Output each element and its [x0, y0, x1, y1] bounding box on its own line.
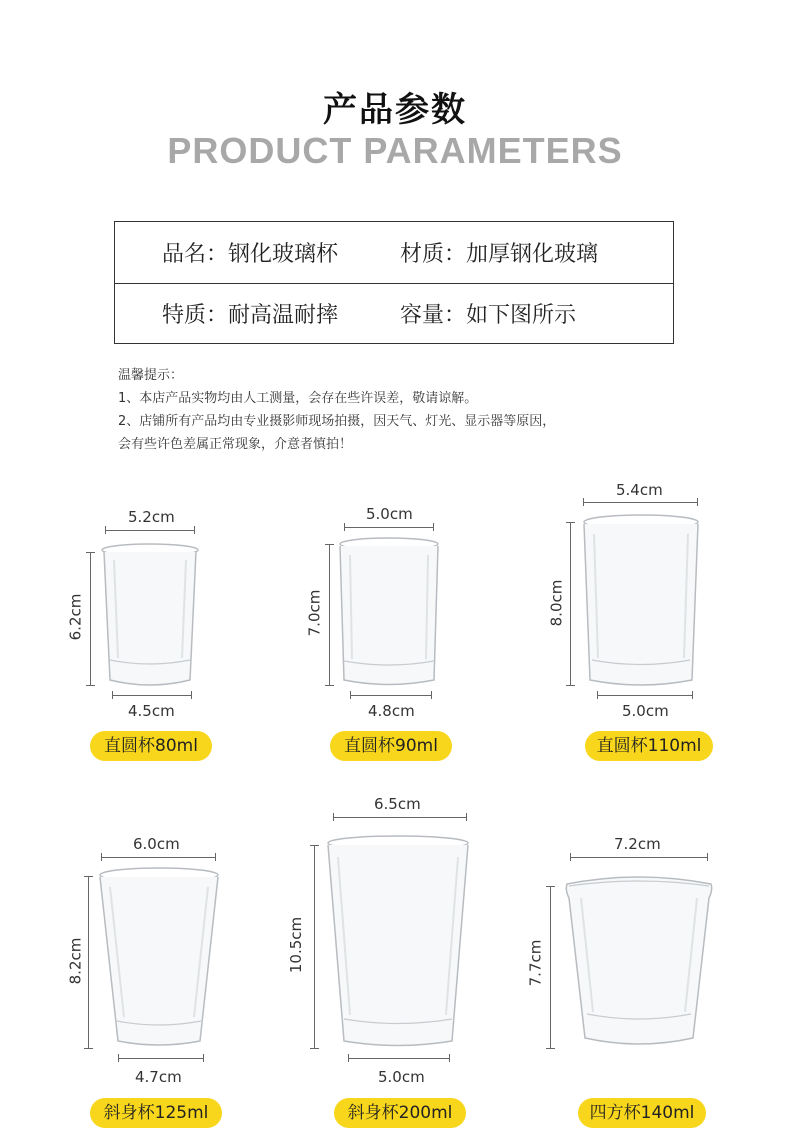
tick	[84, 1048, 93, 1049]
capacity-badge: 直圆杯80ml	[90, 731, 212, 761]
tick	[344, 523, 345, 531]
height-line	[314, 845, 315, 1048]
height-line	[90, 552, 91, 685]
width-top-label: 5.0cm	[366, 505, 413, 523]
height-line	[550, 886, 551, 1048]
capacity-badge: 四方杯140ml	[578, 1098, 706, 1128]
param-name: 品名：钢化玻璃杯	[162, 242, 339, 267]
width-top-label: 6.0cm	[133, 835, 180, 853]
width-bottom-label: 5.0cm	[622, 702, 669, 720]
tick	[310, 845, 319, 846]
glass-cup-icon	[100, 540, 200, 690]
page-title: 产品参数	[323, 90, 467, 130]
tick	[546, 886, 555, 887]
page-subtitle: PRODUCT PARAMETERS	[167, 130, 623, 171]
tick	[707, 853, 708, 861]
tick	[105, 526, 106, 534]
params-row	[115, 222, 673, 284]
height-label: 8.2cm	[66, 937, 85, 985]
tick	[86, 552, 95, 553]
tips-heading: 温馨提示：	[118, 368, 184, 383]
width-top-line	[344, 527, 434, 528]
height-label: 10.5cm	[287, 916, 306, 974]
tick	[546, 1048, 555, 1049]
tick	[101, 853, 102, 861]
height-line	[329, 544, 330, 685]
tick	[84, 876, 93, 877]
glass-cup-icon	[582, 512, 700, 690]
width-bottom-label: 4.8cm	[368, 702, 415, 720]
glass-cup-icon	[338, 535, 440, 690]
width-bottom-line	[118, 1058, 204, 1059]
tick	[433, 523, 434, 531]
tick	[570, 853, 571, 861]
tick	[310, 1048, 319, 1049]
width-top-label: 6.5cm	[374, 795, 421, 813]
tips-line: 1、本店产品实物均由人工测量，会存在些许误差，敬请谅解。	[118, 391, 478, 406]
height-label: 7.7cm	[526, 939, 545, 987]
tick	[112, 691, 113, 699]
tick	[118, 1054, 119, 1062]
tick	[566, 685, 575, 686]
tick	[215, 853, 216, 861]
capacity-badge: 直圆杯90ml	[330, 731, 452, 761]
tick	[191, 691, 192, 699]
tick	[350, 691, 351, 699]
width-bottom-label: 5.0cm	[378, 1068, 425, 1086]
width-top-line	[101, 857, 216, 858]
width-top-line	[583, 502, 698, 503]
capacity-badge: 斜身杯200ml	[334, 1098, 466, 1128]
glass-cup-icon	[326, 833, 470, 1051]
tips-notes	[118, 364, 555, 456]
height-label: 7.0cm	[305, 589, 324, 637]
height-line	[88, 876, 89, 1048]
width-top-label: 7.2cm	[614, 835, 661, 853]
tick	[325, 685, 334, 686]
capacity-badge: 直圆杯110ml	[585, 731, 713, 761]
height-line	[570, 522, 571, 685]
param-quality: 特质：耐高温耐摔	[162, 303, 339, 328]
width-top-line	[105, 530, 195, 531]
width-top-label: 5.2cm	[128, 508, 175, 526]
width-bottom-line	[112, 695, 192, 696]
params-row	[115, 283, 673, 344]
width-bottom-label: 4.7cm	[135, 1068, 182, 1086]
tick	[583, 498, 584, 506]
glass-cup-icon	[98, 865, 220, 1050]
width-top-line	[570, 857, 708, 858]
tick	[431, 691, 432, 699]
tick	[466, 813, 467, 821]
tips-line: 会有些许色差属正常现象，介意者慎拍！	[118, 437, 353, 452]
tick	[566, 522, 575, 523]
tick	[325, 544, 334, 545]
tick	[194, 526, 195, 534]
width-top-label: 5.4cm	[616, 481, 663, 499]
tick	[348, 1054, 349, 1062]
tick	[697, 498, 698, 506]
param-material: 材质：加厚钢化玻璃	[400, 242, 599, 267]
width-bottom-line	[348, 1058, 450, 1059]
tips-line: 2、店铺所有产品均由专业摄影师现场拍摄，因天气、灯光、显示器等原因，	[118, 414, 556, 429]
param-capacity: 容量：如下图所示	[400, 303, 577, 328]
tick	[333, 813, 334, 821]
tick	[692, 691, 693, 699]
capacity-badge: 斜身杯125ml	[90, 1098, 222, 1128]
tick	[597, 691, 598, 699]
width-bottom-label: 4.5cm	[128, 702, 175, 720]
height-label: 8.0cm	[547, 579, 566, 627]
width-top-line	[333, 817, 467, 818]
width-bottom-line	[597, 695, 693, 696]
width-bottom-line	[350, 695, 432, 696]
tick	[449, 1054, 450, 1062]
glass-cup-icon	[563, 868, 715, 1052]
params-table	[114, 221, 674, 344]
tick	[86, 685, 95, 686]
tick	[203, 1054, 204, 1062]
height-label: 6.2cm	[66, 593, 85, 641]
